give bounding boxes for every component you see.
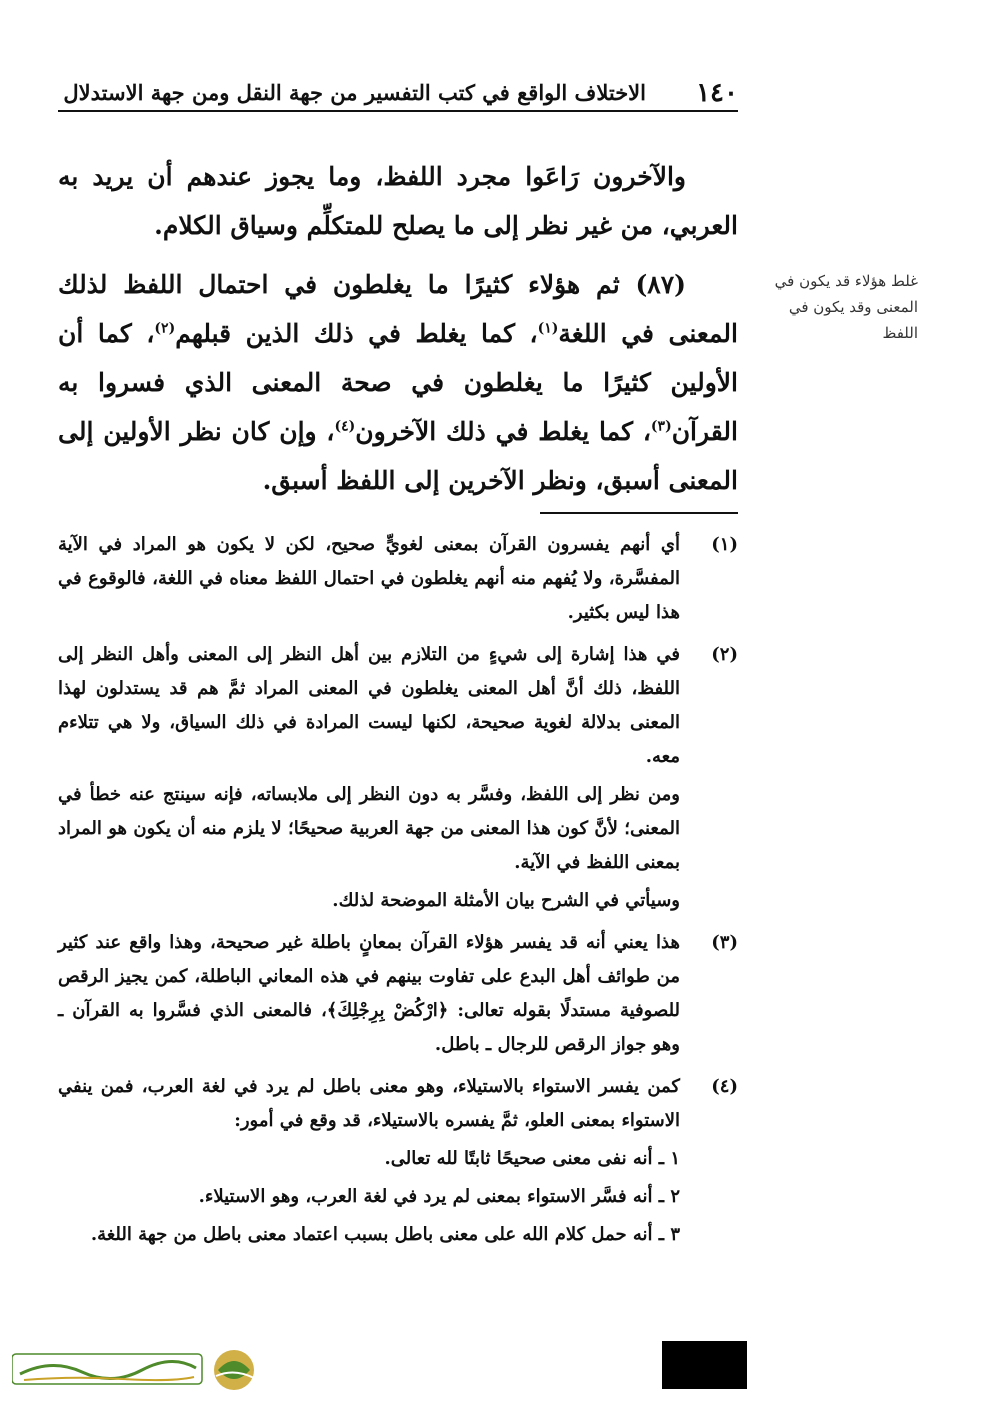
footnote-text: أي أنهم يفسرون القرآن بمعنى لغويٍّ صحيح، لكن لا يكون هو المراد في الآية المفسَّرة، ولا يُفهم منه أنهم يغلطون في احتمال اللفظ معناه في اللغة، فالوقوع في هذا ليس بكثير. <box>58 534 680 623</box>
main-paragraph-1: والآخرون رَاعَوا مجرد اللفظ، وما يجوز عندهم أن يريد به العربي، من غير نظر إلى ما يصلح للمتكلِّم وسياق الكلام. <box>58 162 738 240</box>
footnote-number: (٣) <box>711 932 738 953</box>
footnote-text: في هذا إشارة إلى شيءٍ من التلازم بين أهل النظر إلى المعنى وأهل النظر إلى اللفظ، ذلك أنَّ أهل المعنى يغلطون في المعنى المراد ثمَّ هم قد يستدلون لهذا المعنى بدلالة لغوية صحيحة، لكنها ليست المرادة في ذلك السياق، ولا هي تتلاءم معه. <box>58 644 680 767</box>
redaction-box <box>662 1341 747 1389</box>
main-paragraph-2: (٨٧) ثم هؤلاء كثيرًا ما يغلطون في احتمال اللفظ لذلك المعنى في اللغة$^{(١)}$، كما يغلط في ذلك الذين قبلهم$^{(٢)}$، كما أن الأولين كثيرًا ما يغلطون في صحة المعنى الذي فسروا به القرآن$^{(٣)}$، كما يغلط في ذلك الآخرون$^{(٤)}$، وإن كان نظر الأولين إلى المعنى أسبق، ونظر الآخرين إلى اللفظ أسبق. <box>58 270 738 495</box>
footnote-list-item: ١ ـ أنه نفى معنى صحيحًا ثابتًا لله تعالى. <box>384 1148 680 1169</box>
main-text <box>58 152 738 505</box>
quran-quote: ﴿ارْكُضْ بِرِجْلِكَ﴾ <box>326 1000 449 1021</box>
running-title: الاختلاف الواقع في كتب التفسير من جهة النقل ومن جهة الاستدلال <box>63 80 646 105</box>
tafsir-center-logo <box>12 1346 270 1396</box>
footnote-text: كمن يفسر الاستواء بالاستيلاء، وهو معنى باطل لم يرد في لغة العرب، فمن ينفي الاستواء بمعنى العلو، ثمَّ يفسره بالاستيلاء، قد وقع في أمور: <box>58 1076 680 1131</box>
page-number: ١٤٠ <box>696 78 738 108</box>
footnote-text: ومن نظر إلى اللفظ، وفسَّر به دون النظر إلى ملابساته، فإنه سينتج عنه خطأ في المعنى؛ لأنَّ كون هذا المعنى من جهة العربية صحيحًا؛ لا يلزم منه أن يكون هو المراد بمعنى اللفظ في الآية. <box>58 784 680 873</box>
running-header <box>58 76 738 112</box>
footnote-list-item: ٢ ـ أنه فسَّر الاستواء بمعنى لم يرد في لغة العرب، وهو الاستيلاء. <box>198 1186 680 1207</box>
footnote-ref-4[interactable]: (٤) <box>334 418 356 435</box>
footnote-number: (٤) <box>711 1076 738 1097</box>
footnote-1 <box>58 528 738 630</box>
footnote-text: هذا يعني أنه قد يفسر هؤلاء القرآن بمعانٍ باطلة غير صحيحة، وهذا واقع عند كثير من طوائف أهل البدع على تفاوت بينهم في هذه المعاني الباطلة، كمن يجيز الرقص للصوفية مستدلًا بقوله تعالى: ﴿ارْكُضْ بِرِجْلِكَ﴾، فالمعنى الذي فسَّروا به القرآن ـ وهو جواز الرقص للرجال ـ باطل. <box>58 932 681 1055</box>
footnotes <box>58 528 738 1260</box>
footnote-3 <box>58 926 738 1062</box>
footnote-4 <box>58 1070 738 1252</box>
margin-note: غلط هؤلاء قد يكون في المعنى وقد يكون في اللفظ <box>774 272 918 342</box>
footnote-number: (١) <box>711 534 738 555</box>
footnote-list-item: ٣ ـ أنه حمل كلام الله على معنى باطل بسبب اعتماد معنى باطل من جهة اللغة. <box>90 1224 680 1245</box>
footnote-divider <box>540 512 738 514</box>
footnote-2 <box>58 638 738 918</box>
footnote-ref-1[interactable]: (١) <box>537 320 559 337</box>
footnote-ref-3[interactable]: (٣) <box>650 418 672 435</box>
footnote-text: وسيأتي في الشرح بيان الأمثلة الموضحة لذلك. <box>332 890 680 911</box>
footnote-ref-2[interactable]: (٢) <box>154 320 176 337</box>
footnote-number: (٢) <box>711 644 738 665</box>
